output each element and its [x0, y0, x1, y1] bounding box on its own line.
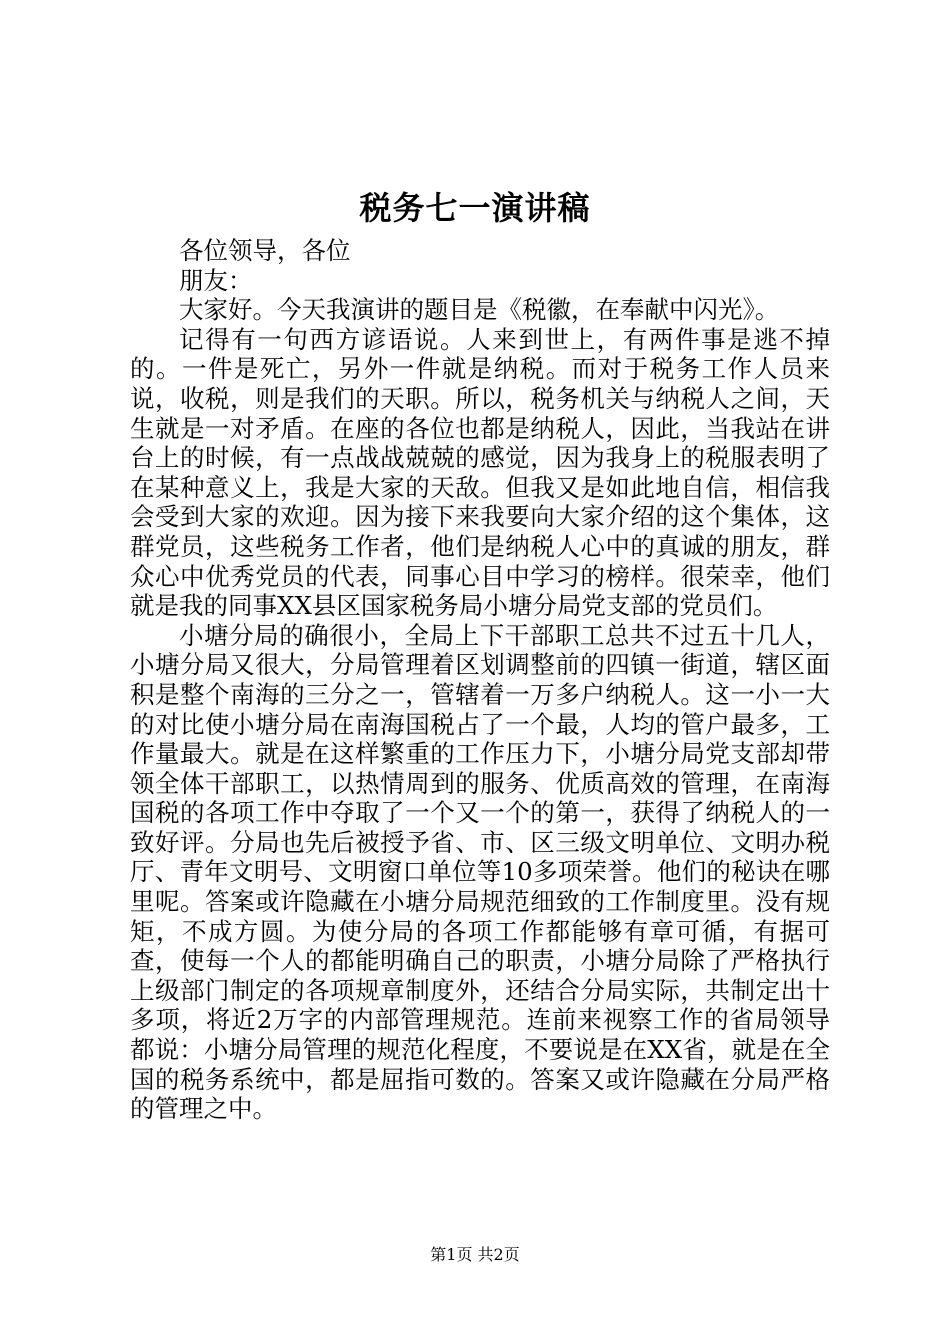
- page-footer: 第1页 共2页: [430, 1245, 520, 1264]
- document-body: [130, 236, 830, 1124]
- page-title: 税务七一演讲稿: [359, 189, 591, 227]
- salutation-line-2: 朋友：: [179, 265, 253, 295]
- paragraph-xiaotang-branch: 小塘分局的确很小，全局上下干部职工总共不过五十几人，小塘分局又很大，分局管理着区划调整前的四镇一街道，辖区面积是整个南海的三分之一，管辖着一万多户纳税人。这一小一大的对比使小塘分局在南海国税占了一个最，人均的管户最多，工作量最大。就是在这样繁重的工作压力下，小塘分局党支部却带领全体干部职工，以热情周到的服务、优质高效的管理，在南海国税的各项工作中夺取了一个又一个的第一，获得了纳税人的一致好评。分局也先后被授予省、市、区三级文明单位、文明办税厅、青年文明号、文明窗口单位等10多项荣誉。他们的秘诀在哪里呢。答案或许隐藏在小塘分局规范细致的工作制度里。没有规矩，不成方圆。为使分局的各项工作都能够有章可循，有据可查，使每一个人的都能明确自己的职责，小塘分局除了严格执行上级部门制定的各项规章制度外，还结合分局实际，共制定出十多项，将近2万字的内部管理规范。连前来视察工作的省局领导都说：小塘分局管理的规范化程度，不要说是在XX省，就是在全国的税务系统中，都是屈指可数的。答案又或许隐藏在分局严格的管理之中。: [130, 620, 830, 1124]
- salutation-line-1: 各位领导，各位: [179, 236, 351, 265]
- paragraph-introduction: 记得有一句西方谚语说。人来到世上，有两件事是逃不掉的。一件是死亡，另外一件就是纳税。而对于税务工作人员来说，收税，则是我们的天职。所以，税务机关与纳税人之间，天生就是一对矛盾。在座的各位也都是纳税人，因此，当我站在讲台上的时候，有一点战战兢兢的感觉，因为我身上的税服表明了在某种意义上，我是大家的天敌。但我又是如此地自信，相信我会受到大家的欢迎。因为接下来我要向大家介绍的这个集体，这群党员，这些税务工作者，他们是纳税人心中的真诚的朋友，群众心中优秀党员的代表，同事心目中学习的榜样。很荣幸，他们就是我的同事XX县区国家税务局小塘分局党支部的党员们。: [130, 324, 830, 621]
- paragraph-greeting: 大家好。今天我演讲的题目是《税徽，在奉献中闪光》。: [179, 295, 780, 325]
